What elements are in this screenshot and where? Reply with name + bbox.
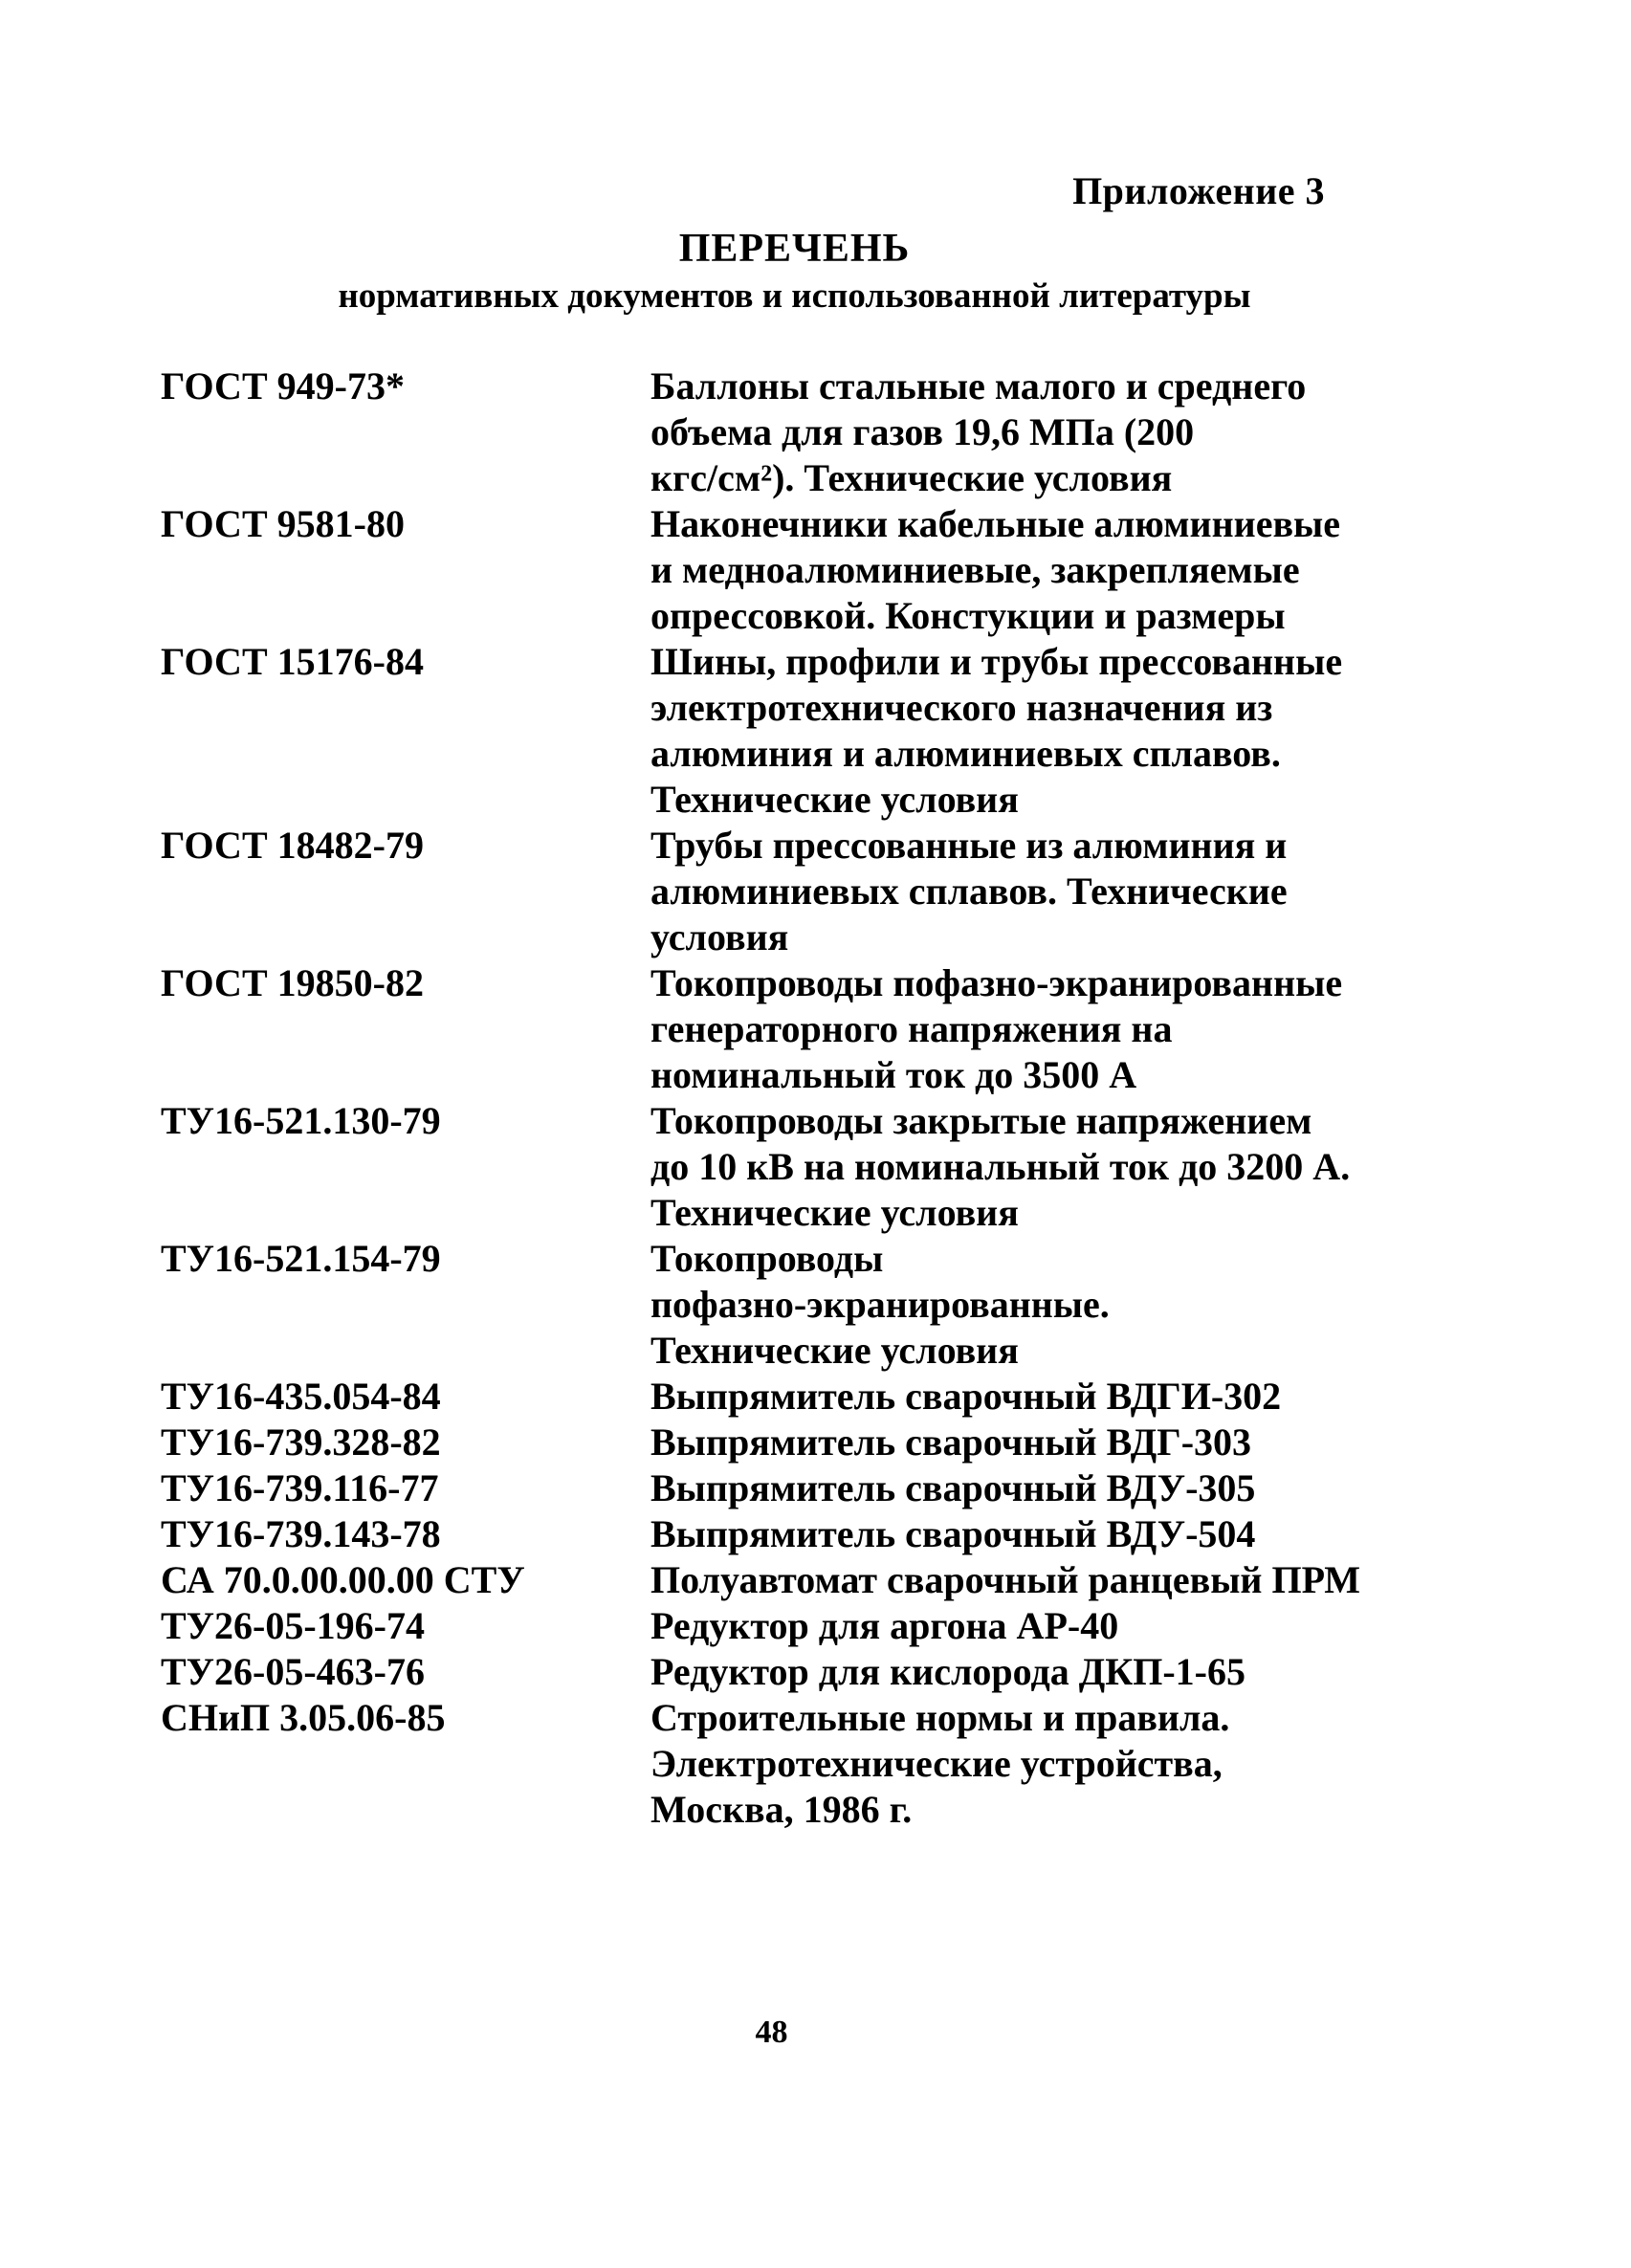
description-line: Строительные нормы и правила. xyxy=(650,1696,1230,1739)
document-description xyxy=(650,1374,1387,1420)
list-item xyxy=(161,1511,1404,1557)
description-line: номинальный ток до 3500 А xyxy=(650,1053,1137,1096)
description-line: генераторного напряжения на xyxy=(650,1007,1173,1050)
list-item xyxy=(161,960,1404,1098)
document-description xyxy=(650,1557,1387,1603)
document-code: ТУ16-739.328-82 xyxy=(161,1420,441,1464)
document-description xyxy=(650,363,1387,501)
document-description xyxy=(650,501,1387,639)
list-item xyxy=(161,1374,1404,1420)
list-item xyxy=(161,1603,1404,1649)
document-description xyxy=(650,1465,1387,1511)
description-line: Шины, профили и трубы прессованные xyxy=(650,640,1343,683)
description-line: Полуавтомат сварочный ранцевый ПРМ xyxy=(650,1558,1361,1601)
list-item xyxy=(161,1695,1404,1833)
description-line: Технические условия xyxy=(650,1329,1019,1372)
list-item xyxy=(161,1649,1404,1695)
document-description xyxy=(650,960,1387,1098)
document-code: ТУ16-435.054-84 xyxy=(161,1375,441,1418)
page-subtitle: нормативных документов и использованной литературы xyxy=(338,276,1251,316)
description-line: Трубы прессованные из алюминия и xyxy=(650,824,1288,867)
description-line: Баллоны стальные малого и среднего xyxy=(650,364,1307,407)
document-code: ГОСТ 18482-79 xyxy=(161,824,424,867)
list-item xyxy=(161,501,1404,639)
description-line: электротехнического назначения из xyxy=(650,686,1273,729)
description-line: Технические условия xyxy=(650,778,1019,821)
list-item xyxy=(161,823,1404,960)
document-code: ТУ16-521.154-79 xyxy=(161,1237,441,1280)
document-code: ГОСТ 15176-84 xyxy=(161,640,424,683)
description-line: Наконечники кабельные алюминиевые xyxy=(650,502,1341,545)
document-description xyxy=(650,823,1387,960)
list-item xyxy=(161,1236,1404,1374)
description-line: алюминиевых сплавов. Технические xyxy=(650,870,1288,913)
document-description xyxy=(650,1236,1387,1374)
description-line: и медноалюминиевые, закрепляемые xyxy=(650,548,1300,591)
document-code: ТУ16-739.143-78 xyxy=(161,1512,441,1555)
description-line: условия xyxy=(650,915,789,958)
description-line: Москва, 1986 г. xyxy=(650,1788,913,1831)
document-description xyxy=(650,1603,1387,1649)
document-description xyxy=(650,1420,1387,1465)
document-code: ТУ26-05-463-76 xyxy=(161,1650,425,1693)
list-item xyxy=(161,363,1404,501)
document-list xyxy=(161,363,1404,1833)
document-code: СНиП 3.05.06-85 xyxy=(161,1696,446,1739)
document-code: СА 70.0.00.00.00 СТУ xyxy=(161,1558,525,1601)
list-item xyxy=(161,1557,1404,1603)
description-line: Выпрямитель сварочный ВДУ-504 xyxy=(650,1512,1256,1555)
page-title: ПЕРЕЧЕНЬ xyxy=(678,227,911,271)
document-description xyxy=(650,1695,1387,1833)
page-number: 48 xyxy=(755,2015,788,2050)
description-line: объема для газов 19,6 МПа (200 xyxy=(650,410,1195,453)
description-line: Технические условия xyxy=(650,1191,1019,1234)
description-line: алюминия и алюминиевых сплавов. xyxy=(650,732,1281,775)
description-line: кгс/см²). Технические условия xyxy=(650,456,1173,499)
document-description xyxy=(650,639,1387,823)
document-code: ТУ16-521.130-79 xyxy=(161,1099,441,1142)
appendix-label: Приложение 3 xyxy=(1072,169,1325,212)
list-item xyxy=(161,1098,1404,1236)
description-line: опрессовкой. Констукции и размеры xyxy=(650,594,1286,637)
description-line: Электротехнические устройства, xyxy=(650,1742,1223,1785)
list-item xyxy=(161,1420,1404,1465)
description-line: Выпрямитель сварочный ВДУ-305 xyxy=(650,1466,1256,1509)
description-line: Выпрямитель сварочный ВДГ-303 xyxy=(650,1420,1252,1464)
list-item xyxy=(161,1465,1404,1511)
description-line: Редуктор для кислорода ДКП-1-65 xyxy=(650,1650,1245,1693)
description-line: Токопроводы xyxy=(650,1237,884,1280)
document-code: ТУ26-05-196-74 xyxy=(161,1604,425,1647)
description-line: пофазно-экранированные. xyxy=(650,1283,1110,1326)
document-description xyxy=(650,1511,1387,1557)
description-line: до 10 кВ на номинальный ток до 3200 А. xyxy=(650,1145,1351,1188)
description-line: Токопроводы закрытые напряжением xyxy=(650,1099,1312,1142)
document-code: ТУ16-739.116-77 xyxy=(161,1466,439,1509)
document-description xyxy=(650,1098,1387,1236)
document-code: ГОСТ 19850-82 xyxy=(161,961,424,1004)
list-item xyxy=(161,639,1404,823)
document-description xyxy=(650,1649,1387,1695)
document-code: ГОСТ 949-73* xyxy=(161,364,405,407)
document-code: ГОСТ 9581-80 xyxy=(161,502,405,545)
description-line: Выпрямитель сварочный ВДГИ-302 xyxy=(650,1375,1282,1418)
description-line: Токопроводы пофазно-экранированные xyxy=(650,961,1343,1004)
description-line: Редуктор для аргона АР-40 xyxy=(650,1604,1119,1647)
